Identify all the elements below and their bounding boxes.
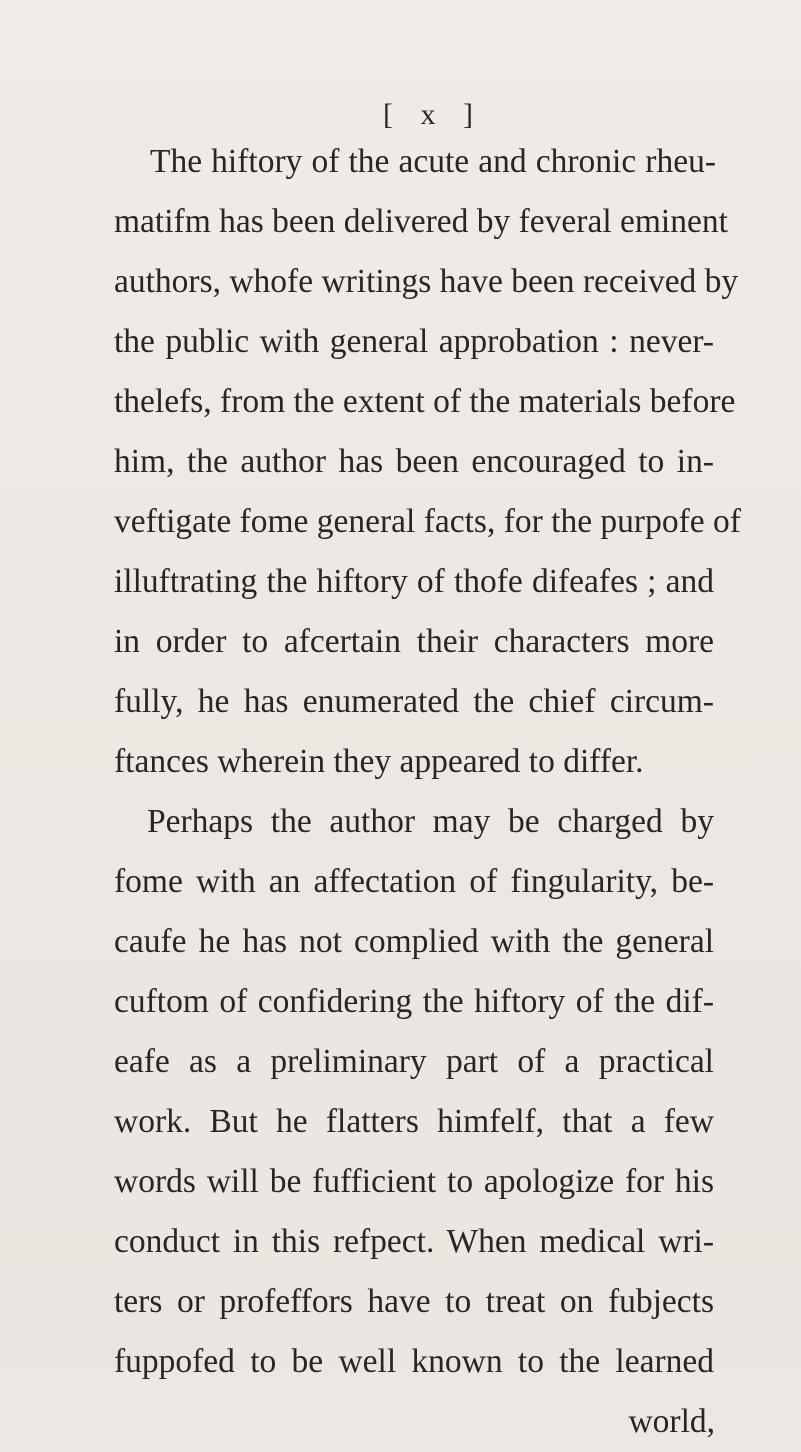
catchword: world, (628, 1403, 715, 1440)
page-number: [ x ] (383, 98, 483, 131)
text-line: eafe as a preliminary part of a practical (114, 1043, 714, 1080)
text-line: in order to afcertain their characters more (114, 623, 714, 660)
text-line: thelefs, from the extent of the materials before (114, 383, 736, 420)
text-line: illuftrating the hiftory of thofe difeafes ; and (114, 563, 714, 600)
text-line: matifm has been delivered by feveral eminent (114, 203, 728, 240)
text-line: fuppofed to be well known to the learned (114, 1343, 714, 1380)
text-line: the public with general approbation : never- (114, 323, 714, 360)
text-line: conduct in this refpect. When medical wri- (114, 1223, 714, 1260)
text-line: caufe he has not complied with the general (114, 923, 714, 960)
text-line: veftigate fome general facts, for the purpofe of (114, 503, 741, 540)
text-line: fully, he has enumerated the chief circum- (114, 683, 714, 720)
text-line: ftances wherein they appeared to differ. (114, 743, 644, 780)
text-line: Perhaps the author may be charged by (147, 803, 714, 840)
text-line: fome with an affectation of fingularity, be- (114, 863, 714, 900)
text-line: ters or profeffors have to treat on fubjects (114, 1283, 714, 1320)
text-line: work. But he flatters himfelf, that a few (114, 1103, 714, 1140)
text-line: words will be fufficient to apologize for his (114, 1163, 714, 1200)
text-line: The hiftory of the acute and chronic rheu- (150, 143, 716, 180)
text-line: him, the author has been encouraged to in- (114, 443, 714, 480)
text-line: authors, whofe writings have been received by (114, 263, 739, 300)
text-line: cuftom of confidering the hiftory of the dif- (114, 983, 714, 1020)
